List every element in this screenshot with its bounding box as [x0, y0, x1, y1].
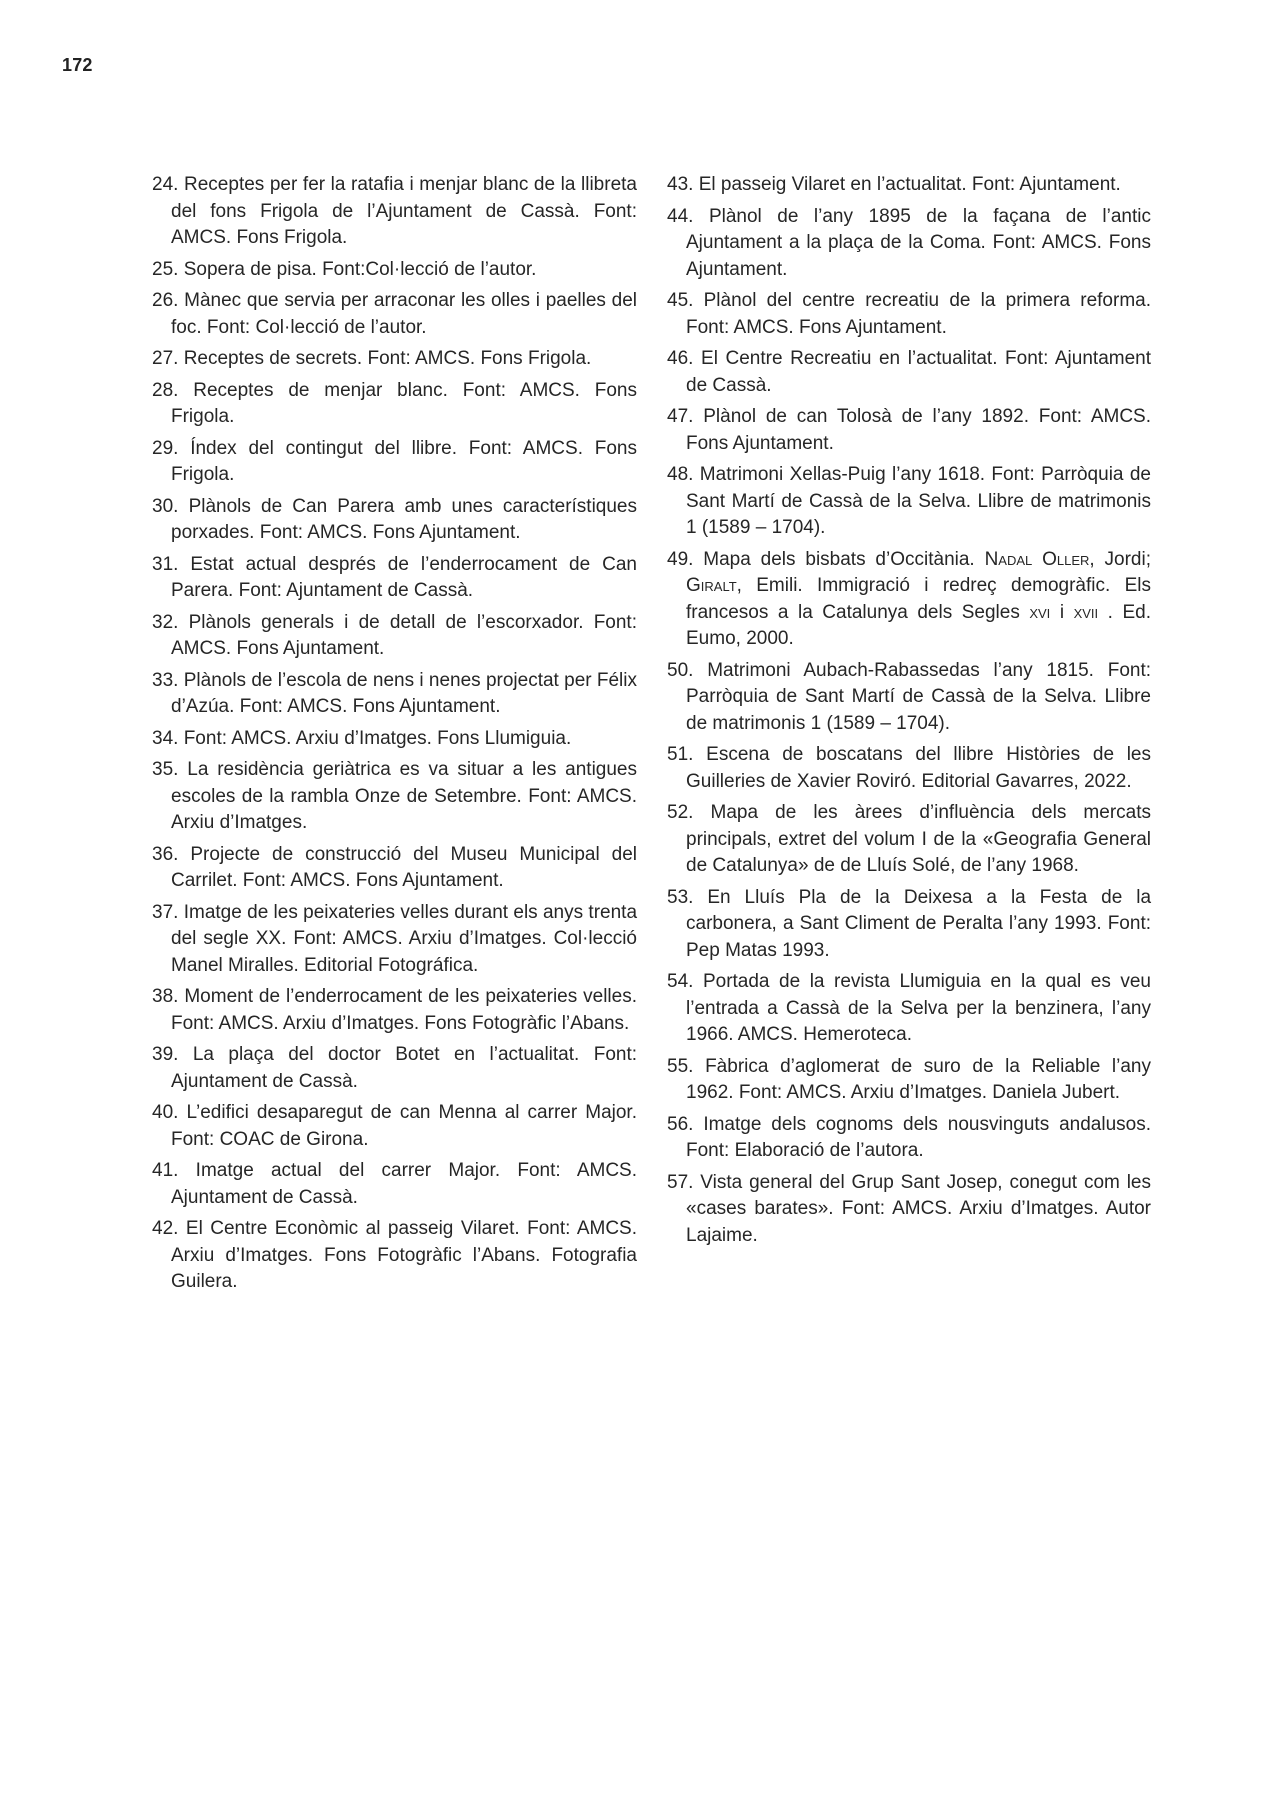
item-number: 53. — [667, 886, 694, 908]
credit-item — [152, 1042, 637, 1095]
item-number: 24. — [152, 174, 179, 195]
item-text: Mànec que servia per arraconar les olles i paelles del foc. Font: Col·lecció de l’autor. — [171, 290, 637, 338]
item-text: Plànol del centre recreatiu de la primera reforma. Font: AMCS. Fons Ajuntament. — [686, 290, 1151, 338]
item-text: Imatge dels cognoms dels nousvinguts andalusos. Font: Elaboració de l’autora. — [686, 1113, 1152, 1161]
item-number: 52. — [667, 802, 694, 823]
smallcaps-text: xvi — [1029, 601, 1051, 623]
item-text: L’edifici desaparegut de can Menna al carrer Major. Font: COAC de Girona. — [171, 1102, 637, 1150]
credit-item — [667, 404, 1151, 457]
item-text: Escena de boscatans del llibre Històries de les Guilleries de Xavier Roviró. Editorial Gavarres, 2022. — [686, 744, 1151, 792]
credit-item — [152, 494, 637, 547]
credit-item — [152, 668, 637, 721]
smallcaps-text: Nadal Oller — [984, 548, 1090, 570]
credit-item — [152, 172, 637, 252]
item-text: La plaça del doctor Botet en l’actualitat. Font: Ajuntament de Cassà. — [171, 1044, 638, 1092]
item-text: Plànol de can Tolosà de l’any 1892. Font: AMCS. Fons Ajuntament. — [686, 406, 1151, 454]
credit-item — [152, 1100, 637, 1153]
item-text: El Centre Recreatiu en l’actualitat. Font: Ajuntament de Cassà. — [686, 348, 1151, 396]
credit-item — [152, 436, 637, 489]
item-number: 44. — [667, 205, 694, 227]
credit-item — [667, 969, 1151, 1049]
item-text: Font: AMCS. Arxiu d’Imatges. Fons Llumiguia. — [183, 727, 572, 749]
item-text: La residència geriàtrica es va situar a les antigues escoles de la rambla Onze de Setembre. Font: AMCS. Arxiu d’Imatges. — [171, 759, 637, 833]
credit-item — [152, 288, 637, 341]
smallcaps-text: Giralt — [686, 575, 737, 596]
item-number: 50. — [667, 659, 694, 681]
credit-item — [152, 842, 637, 895]
credit-item — [667, 462, 1151, 542]
credit-item — [152, 378, 637, 431]
item-text: Plànol de l’any 1895 de la façana de l’antic Ajuntament a la plaça de la Coma. Font: AMCS. Fons Ajuntament. — [686, 205, 1152, 280]
credit-item — [667, 800, 1151, 880]
item-number: 35. — [152, 759, 179, 780]
item-text: Projecte de construcció del Museu Municipal del Carrilet. Font: AMCS. Fons Ajuntament. — [171, 843, 637, 891]
item-number: 30. — [152, 495, 179, 517]
item-number: 26. — [152, 290, 179, 311]
item-number: 36. — [152, 843, 179, 865]
item-number: 47. — [667, 406, 694, 427]
item-text: En Lluís Pla de la Deixesa a la Festa de la carbonera, a Sant Climent de Peralta l’any 1993. Font: Pep Matas 1993. — [686, 886, 1152, 961]
credit-item — [152, 346, 637, 373]
credit-item — [152, 1158, 637, 1211]
item-number: 25. — [152, 258, 179, 280]
smallcaps-text: xvii — [1073, 601, 1099, 623]
item-text: Receptes de secrets. Font: AMCS. Fons Frigola. — [183, 348, 592, 369]
item-number: 41. — [152, 1160, 179, 1181]
credit-item — [152, 757, 637, 837]
item-text: Portada de la revista Llumiguia en la qual es veu l’entrada a Cassà de la Selva per la benzinera, l’any 1966. AMCS. Hemeroteca. — [686, 971, 1151, 1045]
credit-item — [667, 346, 1151, 399]
page-number: 172 — [62, 55, 93, 75]
credit-item — [667, 1112, 1151, 1165]
credit-item — [152, 610, 637, 663]
item-number: 37. — [152, 901, 179, 923]
item-number: 46. — [667, 348, 694, 369]
item-text: Matrimoni Aubach-Rabassedas l’any 1815. Font: Parròquia de Sant Martí de Cassà de la Selva. Llibre de matrimonis 1 (1589 – 1704). — [686, 659, 1152, 734]
item-number: 56. — [667, 1113, 694, 1135]
item-number: 28. — [152, 379, 179, 401]
item-text: Moment de l’enderrocament de les peixateries velles. Font: AMCS. Arxiu d’Imatges. Fons Fotogràfic l’Abans. — [171, 986, 637, 1034]
item-text: Índex del contingut del llibre. Font: AMCS. Fons Frigola. — [171, 437, 637, 485]
item-text: Receptes de menjar blanc. Font: AMCS. Fons Frigola. — [171, 379, 638, 427]
item-number: 54. — [667, 971, 694, 992]
item-text: El passeig Vilaret en l’actualitat. Font: Ajuntament. — [698, 174, 1121, 195]
item-text: Plànols generals i de detall de l’escorxador. Font: AMCS. Fons Ajuntament. — [171, 611, 637, 659]
item-text: El Centre Econòmic al passeig Vilaret. Font: AMCS. Arxiu d’Imatges. Fons Fotogràfic l’Abans. Fotografia Guilera. — [171, 1218, 637, 1292]
credit-item — [667, 547, 1151, 653]
credits-right-column — [667, 172, 1151, 1296]
item-text: Imatge actual del carrer Major. Font: AMCS. Ajuntament de Cassà. — [171, 1160, 638, 1208]
item-number: 57. — [667, 1171, 694, 1193]
item-text: Mapa de les àrees d’influència dels mercats principals, extret del volum I de la «Geografia General de Catalunya» de de Lluís Solé, de l’any 1968. — [686, 802, 1152, 876]
credit-item — [152, 257, 637, 284]
item-text: Imatge de les peixateries velles durant els anys trenta del segle XX. Font: AMCS. Arxiu d’Imatges. Col·lecció Manel Miralles. Editorial Fotográfica. — [171, 901, 638, 976]
item-number: 27. — [152, 348, 179, 369]
item-number: 45. — [667, 290, 694, 311]
item-text: Matrimoni Xellas-Puig l’any 1618. Font: Parròquia de Sant Martí de Cassà de la Selva. Llibre de matrimonis 1 (1589 – 1704). — [686, 464, 1151, 538]
credit-item — [667, 204, 1151, 284]
credit-item — [152, 726, 637, 753]
item-text: Plànols de Can Parera amb unes característiques porxades. Font: AMCS. Fons Ajuntament. — [171, 495, 637, 543]
credit-item — [667, 885, 1151, 965]
item-text: Vista general del Grup Sant Josep, conegut com les «cases barates». Font: AMCS. Arxiu d’Imatges. Autor Lajaime. — [686, 1171, 1151, 1246]
item-text: Plànols de l’escola de nens i nenes projectat per Félix d’Azúa. Font: AMCS. Fons Ajuntament. — [171, 669, 637, 717]
credit-item — [152, 1216, 637, 1296]
item-text: Sopera de pisa. Font:Col·lecció de l’autor. — [183, 258, 537, 280]
credit-item — [152, 552, 637, 605]
item-text: Estat actual després de l’enderrocament de Can Parera. Font: Ajuntament de Cassà. — [171, 553, 637, 601]
item-number: 34. — [152, 727, 179, 749]
item-text: Receptes per fer la ratafia i menjar blanc de la llibreta del fons Frigola de l’Ajuntament de Cassà. Font: AMCS. Fons Frigola. — [171, 174, 637, 248]
item-number: 31. — [152, 553, 179, 575]
item-number: 40. — [152, 1102, 179, 1123]
item-number: 55. — [667, 1055, 694, 1077]
credit-item — [667, 288, 1151, 341]
credit-item — [667, 172, 1151, 199]
item-text: Fàbrica d’aglomerat de suro de la Reliable l’any 1962. Font: AMCS. Arxiu d’Imatges. Daniela Jubert. — [686, 1055, 1151, 1103]
item-number: 39. — [152, 1044, 179, 1065]
item-number: 33. — [152, 669, 179, 691]
item-number: 29. — [152, 437, 179, 459]
item-text: Mapa dels bisbats d’Occitània. Nadal Oller, Jordi; Giralt, Emili. Immigració i redreç demogràfic. Els francesos a la Catalunya dels Segles xvi i xvii . Ed. Eumo, 2000. — [686, 548, 1152, 649]
credit-item — [667, 1170, 1151, 1250]
item-number: 51. — [667, 744, 694, 765]
credits-left-column — [152, 172, 637, 1296]
credit-item — [667, 1054, 1151, 1107]
credit-item — [667, 742, 1151, 795]
item-number: 43. — [667, 174, 694, 195]
credit-item — [667, 658, 1151, 738]
credits-columns — [152, 172, 1151, 1296]
item-number: 49. — [667, 548, 694, 570]
credit-item — [152, 984, 637, 1037]
item-number: 32. — [152, 611, 179, 633]
item-number: 48. — [667, 464, 694, 485]
credit-item — [152, 900, 637, 980]
item-number: 42. — [152, 1218, 179, 1239]
item-number: 38. — [152, 986, 179, 1007]
